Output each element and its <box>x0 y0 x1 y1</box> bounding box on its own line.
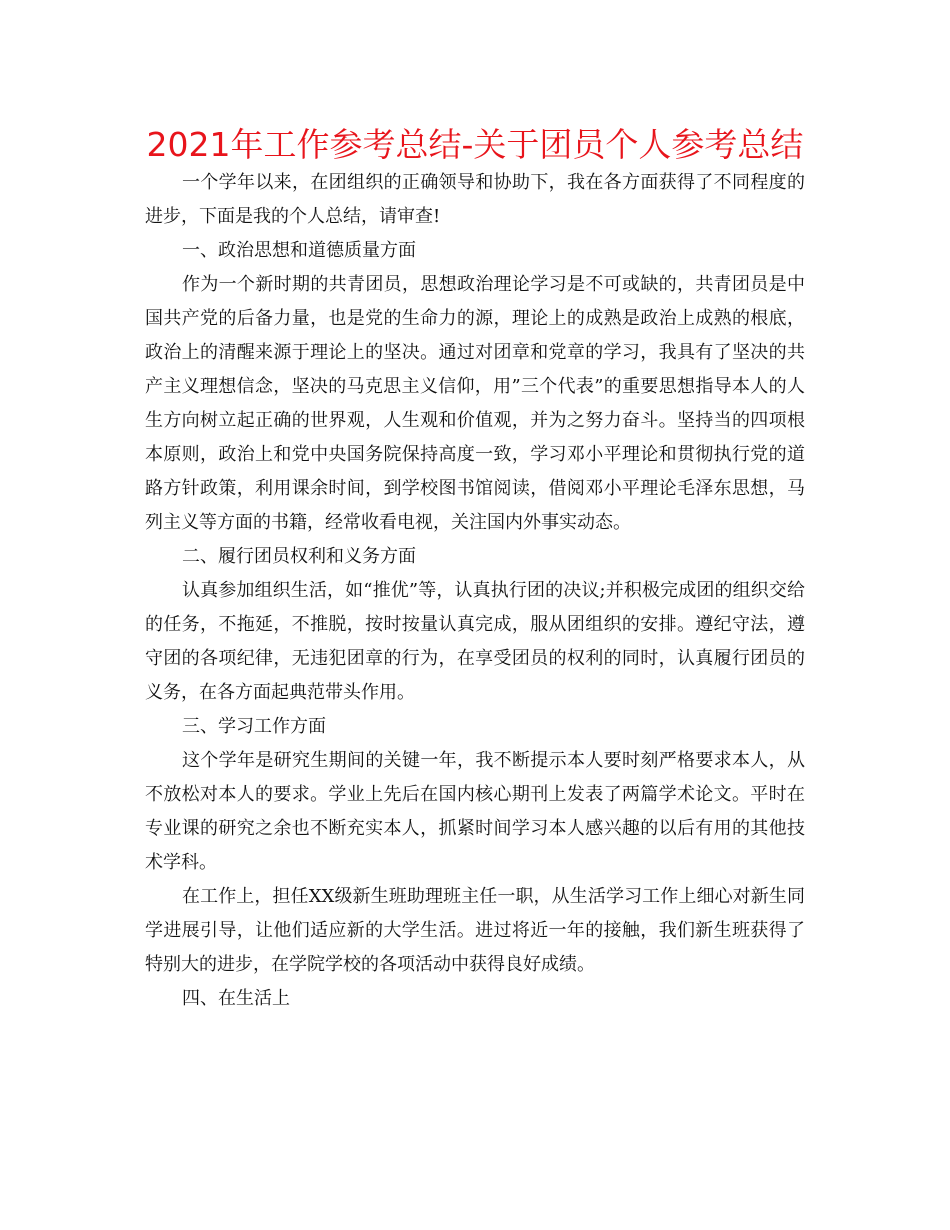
rights-duties-paragraph: 认真参加组织生活，如“推优”等，认真执行团的决议;并积极完成团的组织交给的任务，不拖延，不推脱，按时按量认真完成，服从团组织的安排。遵纪守法，遵守团的各项纪律，无违犯团章的行为，在享受团员的权利的同时，认真履行团员的义务，在各方面起典范带头作用。 <box>145 580 805 703</box>
study-paragraph: 这个学年是研究生期间的关键一年，我不断提示本人要时刻严格要求本人，从不放松对本人的要求。学业上先后在国内核心期刊上发表了两篇学术论文。平时在专业课的研究之余也不断充实本人，抓紧时间学习本人感兴趣的以后有用的其他技术学科。 <box>145 750 805 873</box>
politics-paragraph: 作为一个新时期的共青团员，思想政治理论学习是不可或缺的，共青团员是中国共产党的后备力量，也是党的生命力的源，理论上的成熟是政治上成熟的根底，政治上的清醒来源于理论上的坚决。通过对团章和党章的学习，我具有了坚决的共产主义理想信念，坚决的马克思主义信仰，用”三个代表”的重要思想指导本人的人生方向树立起正确的世界观，人生观和价值观，并为之努力奋斗。坚持当的四项根本原则，政治上和党中央国务院保持高度一致，学习邓小平理论和贯彻执行党的道路方针政策，利用课余时间，到学校图书馆阅读，借阅邓小平理论毛泽东思想，马列主义等方面的书籍，经常收看电视，关注国内外事实动态。 <box>145 274 805 533</box>
section-heading-rights-duties: 二、履行团员权利和义务方面 <box>182 546 416 567</box>
section-heading-life: 四、在生活上 <box>182 988 290 1009</box>
work-paragraph: 在工作上，担任XX级新生班助理班主任一职，从生活学习工作上细心对新生同学进展引导，让他们适应新的大学生活。进过将近一年的接触，我们新生班获得了特别大的进步，在学院学校的各项活动中获得良好成绩。 <box>145 886 805 975</box>
section-heading-study-work: 三、学习工作方面 <box>182 716 326 737</box>
intro-paragraph: 一个学年以来，在团组织的正确领导和协助下，我在各方面获得了不同程度的进步，下面是我的个人总结，请审查! <box>145 172 805 227</box>
section-heading-politics: 一、政治思想和道德质量方面 <box>182 240 416 261</box>
document-title: 2021年工作参考总结-关于团员个人参考总结 <box>146 125 804 164</box>
document-body <box>145 166 805 1016</box>
